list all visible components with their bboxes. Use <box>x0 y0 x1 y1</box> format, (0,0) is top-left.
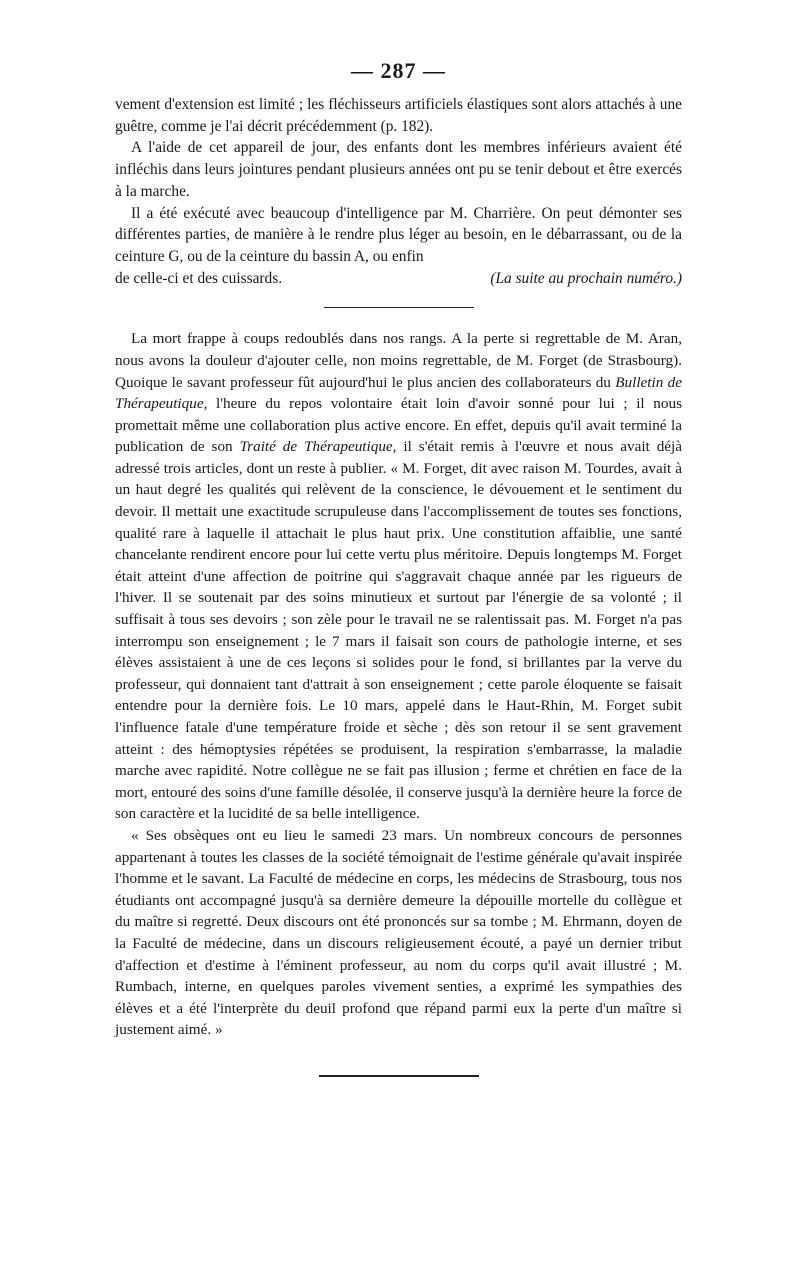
paragraph-2: A l'aide de cet appareil de jour, des enfants dont les membres inférieurs avaient été infléchis dans leurs jointures pendant plusieurs années ont pu se tenir debout et être exercés à la marche. <box>115 139 682 200</box>
obituary-text-middle: , l'heure du repos volontaire était loin d'avoir sonné pour lui ; il nous promettait même une collaboration plus active encore. En effet, depuis qu'il avait terminé la publication de son <box>115 395 682 456</box>
closing-rule <box>319 1075 479 1077</box>
page-number: — 287 — <box>351 58 446 83</box>
paragraph-3-end <box>115 268 682 290</box>
paragraph-3-last-line: de celle-ci et des cuissards. <box>115 269 283 287</box>
obituary-paragraph-1 <box>115 328 682 825</box>
continuation-note: (La suite au prochain numéro.) <box>490 269 682 287</box>
obituary-paragraph-2: « Ses obsèques ont eu lieu le samedi 23 mars. Un nombreux concours de personnes appartenant à toutes les classes de la société témoignait de l'estime générale qu'avait inspirée l'homme et le savant. La Faculté de médecine en corps, les médecins de Strasbourg, tous nos étudiants ont accompagné jusqu'à sa dernière demeure la dépouille mortelle du collègue et du maître si regretté. Deux discours ont été prononcés sur sa tombe ; M. Ehrmann, doyen de la Faculté de médecine, dans un discours religieusement écouté, a payé un dernier tribut d'affection et d'estime à l'éminent professeur, au nom du corps qu'il avait illustré ; M. Rumbach, interne, en quelques paroles vivement senties, a exprimé les sympathies des élèves et a été l'interprète du deuil profond que répand parmi eux la perte d'un maître si justement aimé. » <box>115 826 682 1039</box>
obituary-text-end: , il s'était remis à l'œuvre et nous avait déjà adressé trois articles, dont un reste à publier. « M. Forget, dit avec raison M. Tourdes, avait à un haut degré les qualités qui relèvent de la conscience, le dévouement et le sentiment du devoir. Il mettait une exactitude scrupuleuse dans l'accomplissement de toutes ses fonctions, qualité rare à laquelle il attachait le plus haut prix. Une constitution affaiblie, une santé chancelante rendirent encore pour lui cette vertu plus méritoire. Depuis longtemps M. Forget était atteint d'une affection de poitrine qui s'aggravait chaque année par les rigueurs de l'hiver. Il se soutenait par des soins minutieux et surtout par l'énergie de sa volonté ; il suffisait à tous ses devoirs ; son zèle pour le travail ne se ralentissait pas. M. Forget n'a pas interrompu son enseignement ; le 7 mars il faisait son cours de pathologie interne, et ses élèves assistaient à une de ces leçons si solides pour le fond, si brillantes par la verve du professeur, qui donnaient tant d'attrait à son enseignement ; cette parole éloquente se faisait entendre pour la dernière fois. Le 10 mars, appelé dans le Haut-Rhin, M. Forget subit l'influence fatale d'une température froide et sèche ; dès son retour il se sent gravement atteint : des hémoptysies répétées se produisent, la respiration s'embarrasse, la maladie marche avec rapidité. Notre collègue ne se fait pas illusion ; ferme et chrétien en face de la mort, entouré des soins d'une famille désolée, il conserve jusqu'à la dernière heure la force de son caractère et la lucidité de sa belle intelligence. <box>115 438 682 823</box>
book-title: Traité de Thérapeutique <box>239 438 393 456</box>
obituary-text-start: La mort frappe à coups redoublés dans nos rangs. A la perte si regrettable de M. Aran, nous avons la douleur d'ajouter celle, non moins regrettable, de M. Forget (de Strasbourg). Quoique le savant professeur fût aujourd'hui le plus ancien des collaborateurs du <box>115 330 682 391</box>
obituary-article <box>115 328 682 1041</box>
section-divider <box>324 307 474 308</box>
journal-title: Bulletin de Thérapeutique <box>115 373 682 413</box>
paragraph-3: Il a été exécuté avec beaucoup d'intelligence par M. Charrière. On peut démonter ses différentes parties, de manière à le rendre plus léger au besoin, en le débarrassant, ou de la ceinture G, ou de la ceinture du bassin A, ou enfin <box>115 204 682 265</box>
paragraph-1: vement d'extension est limité ; les fléchisseurs artificiels élastiques sont alors attachés à une guêtre, comme je l'ai décrit précédemment (p. 182). <box>115 96 682 135</box>
top-section <box>115 94 682 289</box>
